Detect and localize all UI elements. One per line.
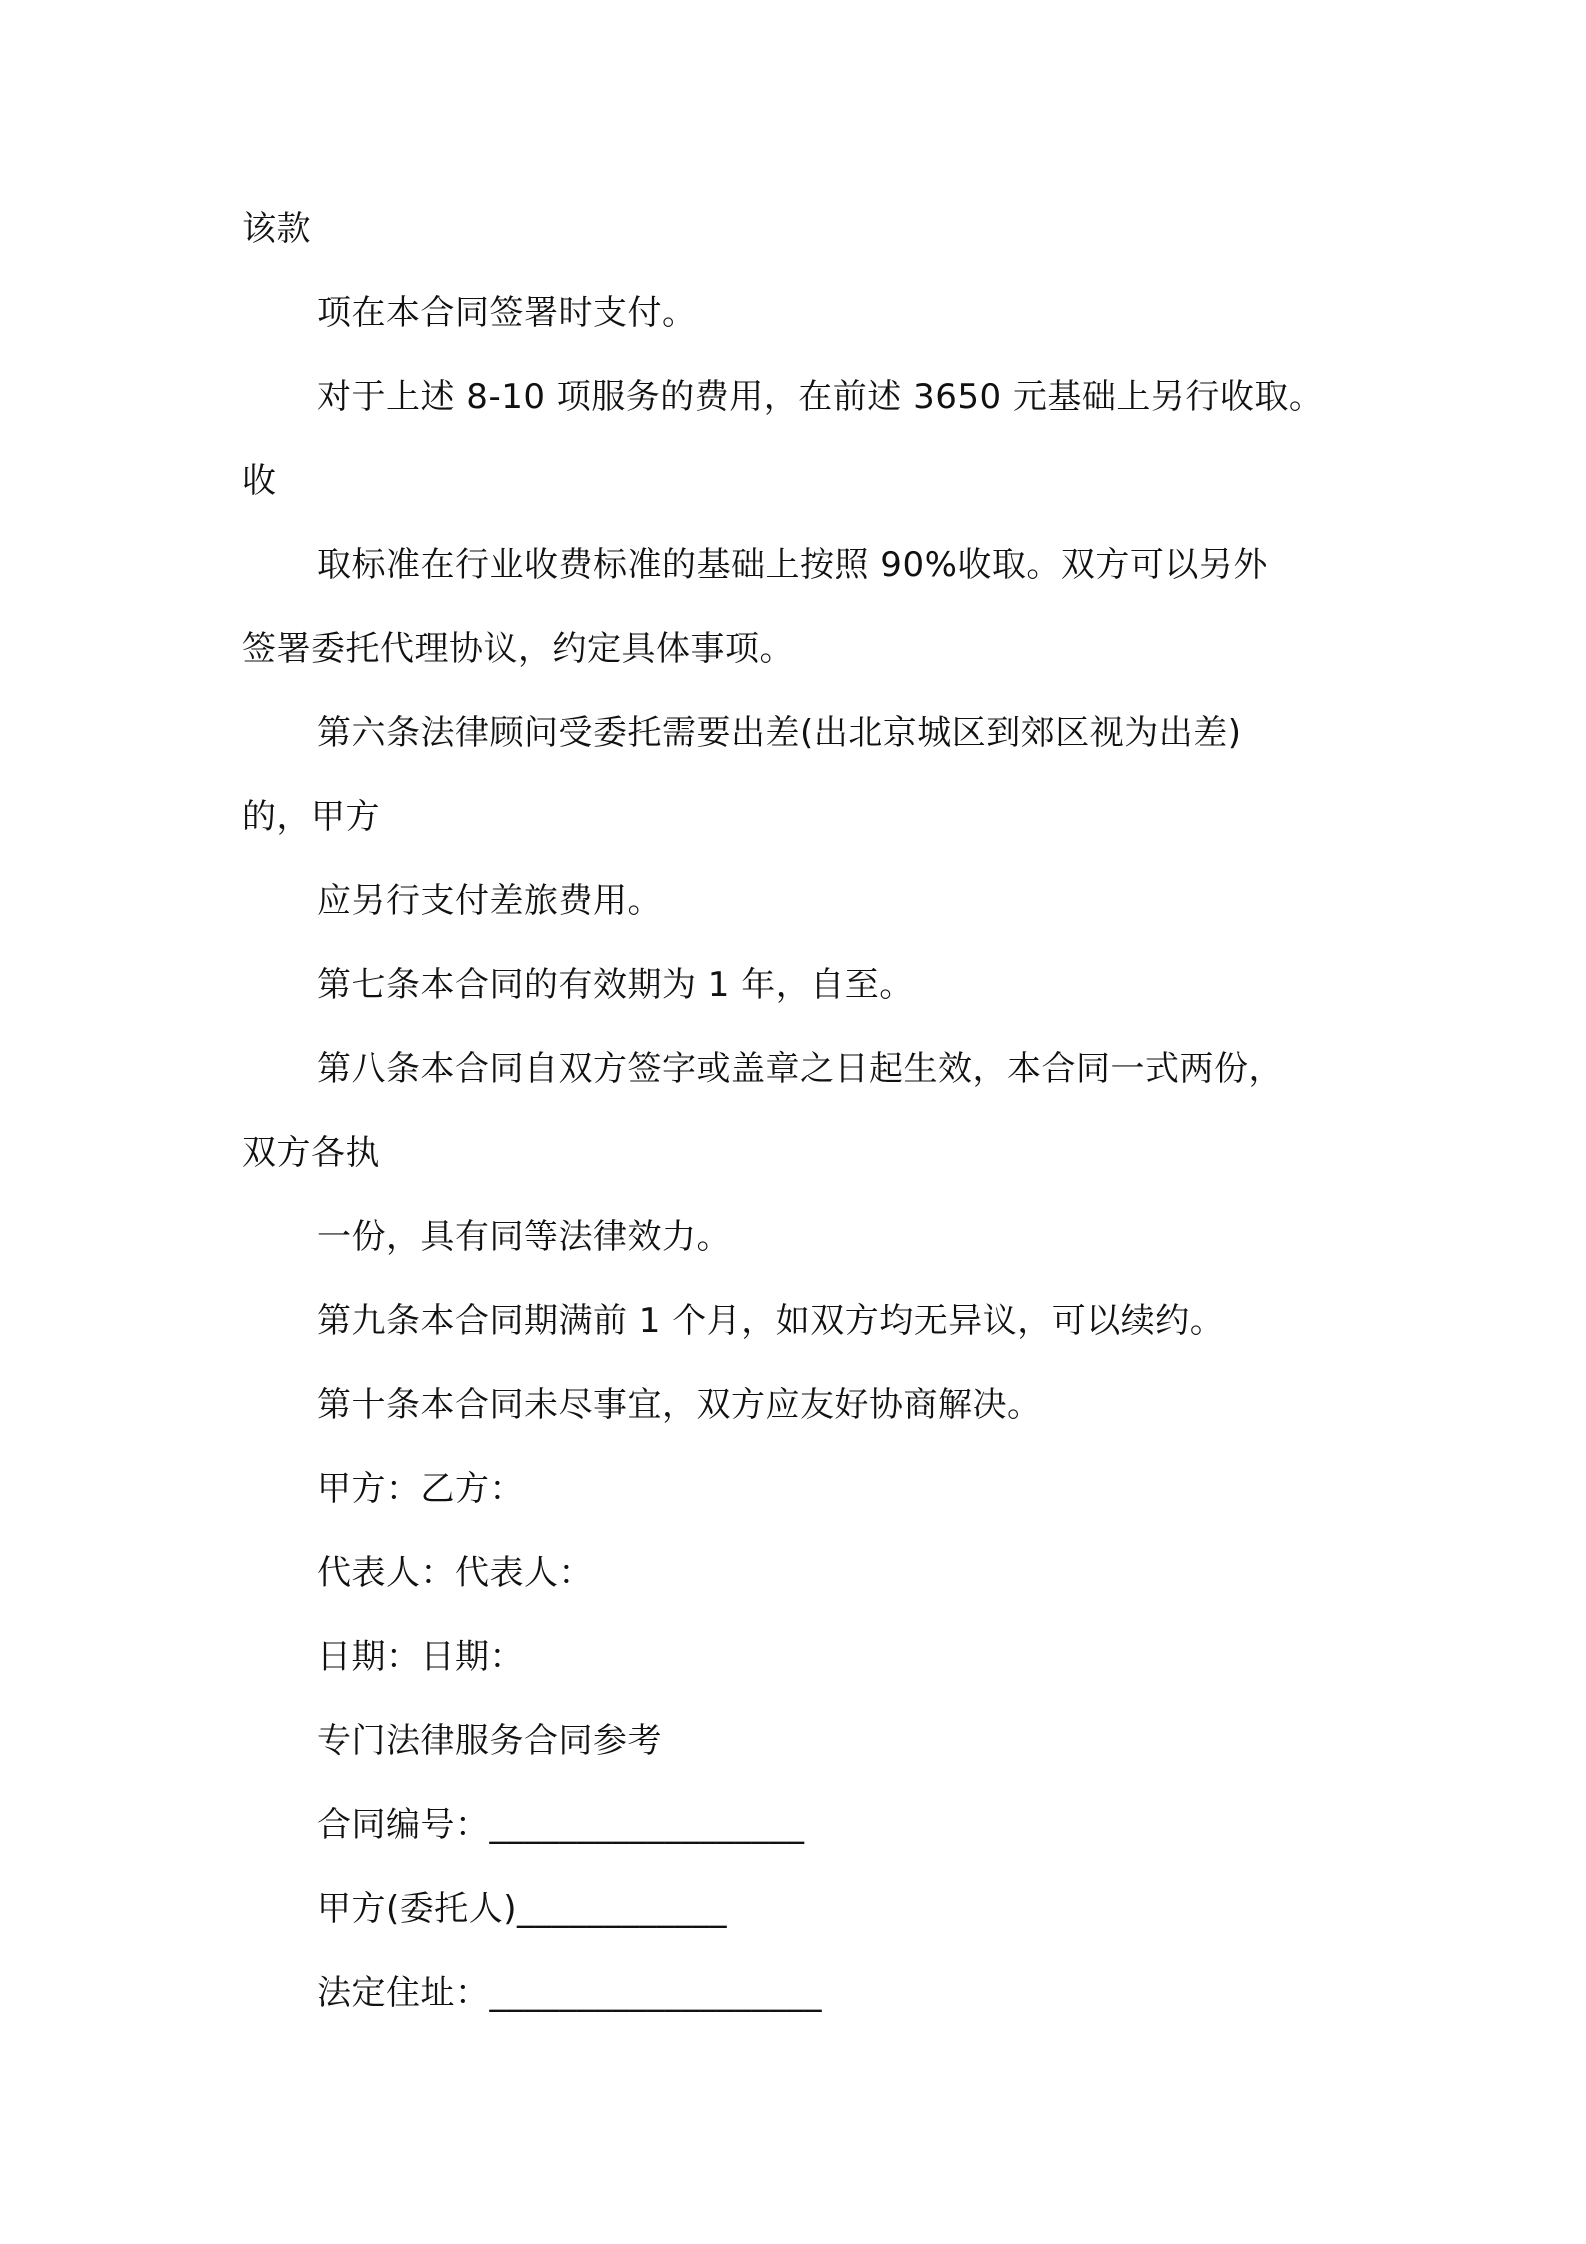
signature-dates: 日期：日期： xyxy=(317,1637,524,1677)
signature-representatives: 代表人：代表人： xyxy=(317,1553,593,1593)
contract-number-field: 合同编号：__________________ xyxy=(317,1805,805,1845)
text-line-6: 签署委托代理协议，约定具体事项。 xyxy=(242,629,794,669)
text-line-14: 第九条本合同期满前 1 个月，如双方均无异议，可以续约。 xyxy=(317,1301,1225,1341)
text-line-5: 取标准在行业收费标准的基础上按照 90%收取。双方可以另外 xyxy=(317,545,1268,585)
section-title: 专门法律服务合同参考 xyxy=(317,1721,662,1761)
text-line-4: 收 xyxy=(242,461,277,501)
text-line-2: 项在本合同签署时支付。 xyxy=(317,293,697,333)
text-line-15: 第十条本合同未尽事宜，双方应友好协商解决。 xyxy=(317,1385,1042,1425)
text-line-3: 对于上述 8-10 项服务的费用，在前述 3650 元基础上另行收取。 xyxy=(317,377,1324,417)
client-field: 甲方(委托人)____________ xyxy=(317,1889,728,1929)
text-line-7: 第六条法律顾问受委托需要出差(出北京城区到郊区视为出差) xyxy=(317,713,1242,753)
signature-parties: 甲方：乙方： xyxy=(317,1469,524,1509)
text-line-1: 该款 xyxy=(242,209,311,249)
text-line-13: 一份，具有同等法律效力。 xyxy=(317,1217,731,1257)
text-line-10: 第七条本合同的有效期为 1 年，自至。 xyxy=(317,965,914,1005)
text-line-9: 应另行支付差旅费用。 xyxy=(317,881,662,921)
text-line-8: 的，甲方 xyxy=(242,797,380,837)
text-line-11: 第八条本合同自双方签字或盖章之日起生效，本合同一式两份， xyxy=(317,1049,1283,1089)
legal-address-field: 法定住址：___________________ xyxy=(317,1973,822,2013)
text-line-12: 双方各执 xyxy=(242,1133,380,1173)
